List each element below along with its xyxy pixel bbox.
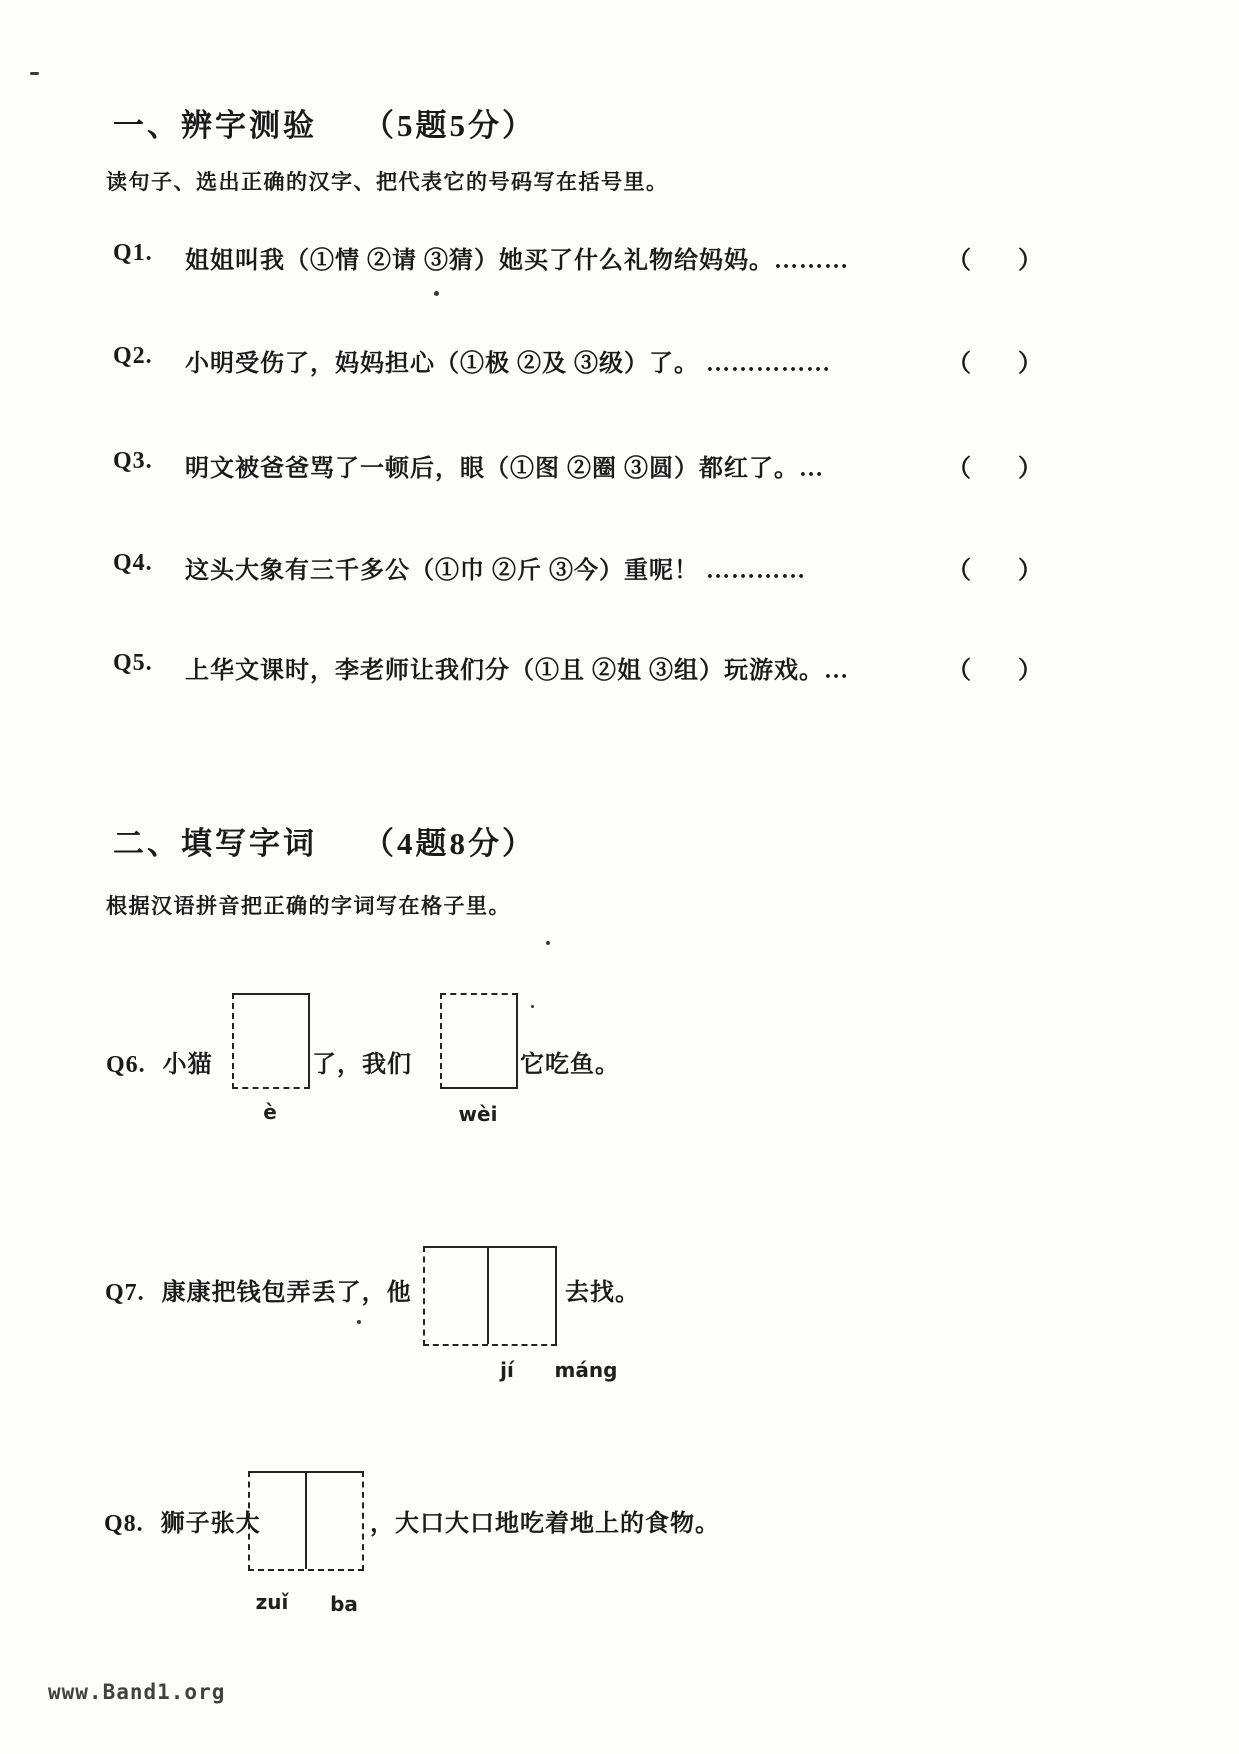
answer-box-divider [305,1473,307,1569]
pinyin-hint-q7-1: jí [500,1358,514,1382]
q8-after-text: ，大口大口地吃着地上的食物。 [370,1511,720,1537]
answer-box-divider [487,1248,489,1344]
pinyin-hint-q6-2: wèi [458,1102,498,1126]
q7-text-start [105,1272,412,1307]
section2-instruction: 根据汉语拼音把正确的字词写在格子里。 [106,894,511,918]
q8-text-start [104,1503,261,1538]
section2-title [113,818,536,863]
q7-after-text: 去找。 [565,1280,640,1306]
pinyin-hint-q8-2: ba [330,1592,358,1616]
question-number: Q5. [113,650,153,676]
question-text: 姐姐叫我（①情 ②请 ③猜）她买了什么礼物给妈妈。……… [185,248,849,274]
section2-title-text: 二、填写字词 [113,826,317,861]
question-number: Q1. [113,240,153,266]
bracket-open: （ [947,248,972,274]
question-number: Q8. [104,1511,144,1537]
scan-speck [434,291,439,296]
question-row-q1 [113,240,1043,275]
question-text: 这头大象有三千多公（①巾 ②斤 ③今）重呢！ ………… [185,558,806,584]
answer-brackets [947,550,1043,585]
question-number: Q7. [105,1280,145,1306]
question-row-q3 [113,448,1043,483]
q8-before-text: 狮子张大 [160,1511,261,1537]
bracket-close: ） [1018,558,1043,584]
question-number: Q2. [113,343,153,369]
bracket-open: （ [947,558,972,584]
pinyin-hint-q8-1: zuǐ [255,1590,289,1614]
scan-speck [30,72,39,75]
section1-instruction: 读句子、选出正确的汉字、把代表它的号码写在括号里。 [106,170,669,194]
question-number: Q3. [113,448,153,474]
source-watermark: www.Band1.org [48,1680,226,1704]
question-number: Q4. [113,550,153,576]
bracket-close: ） [1018,248,1043,274]
answer-brackets [947,240,1043,275]
answer-box-q6-1 [232,993,310,1089]
question-row-q4 [113,550,1043,585]
q6-after-text: 它吃鱼。 [520,1052,620,1078]
bracket-open: （ [947,351,972,377]
section1-title-text: 一、辨字测验 [113,108,317,143]
bracket-close: ） [1018,658,1043,684]
question-text: 明文被爸爸骂了一顿后，眼（①图 ②圈 ③圆）都红了。… [185,456,824,482]
section1-points: （5题5分） [363,108,536,143]
scan-speck [531,1005,534,1008]
question-row-q5 [113,650,1043,685]
pinyin-hint-q6-1: è [263,1100,277,1124]
section1-title [113,100,536,145]
question-number: Q6. [106,1052,146,1078]
bracket-open: （ [947,456,972,482]
answer-box-q8 [248,1471,364,1571]
answer-brackets [947,448,1043,483]
bracket-close: ） [1018,456,1043,482]
scan-speck [357,1320,361,1324]
q6-before-text: 小猫 [162,1052,213,1078]
q6-text-start [106,1044,213,1079]
q7-before-text: 康康把钱包弄丢了，他 [161,1280,412,1306]
bracket-close: ） [1018,351,1043,377]
answer-box-q7 [423,1246,557,1346]
scan-speck [546,941,550,945]
section2-points: （4题8分） [363,826,536,861]
question-row-q2 [113,343,1043,378]
answer-brackets [947,650,1043,685]
question-text: 上华文课时，李老师让我们分（①且 ②姐 ③组）玩游戏。… [185,658,849,684]
question-text: 小明受伤了，妈妈担心（①极 ②及 ③级）了。 …………… [185,351,831,377]
pinyin-hint-q7-2: máng [554,1358,618,1382]
answer-box-q6-2 [440,993,518,1089]
bracket-open: （ [947,658,972,684]
answer-brackets [947,343,1043,378]
q6-middle-text: 了，我们 [312,1052,412,1078]
